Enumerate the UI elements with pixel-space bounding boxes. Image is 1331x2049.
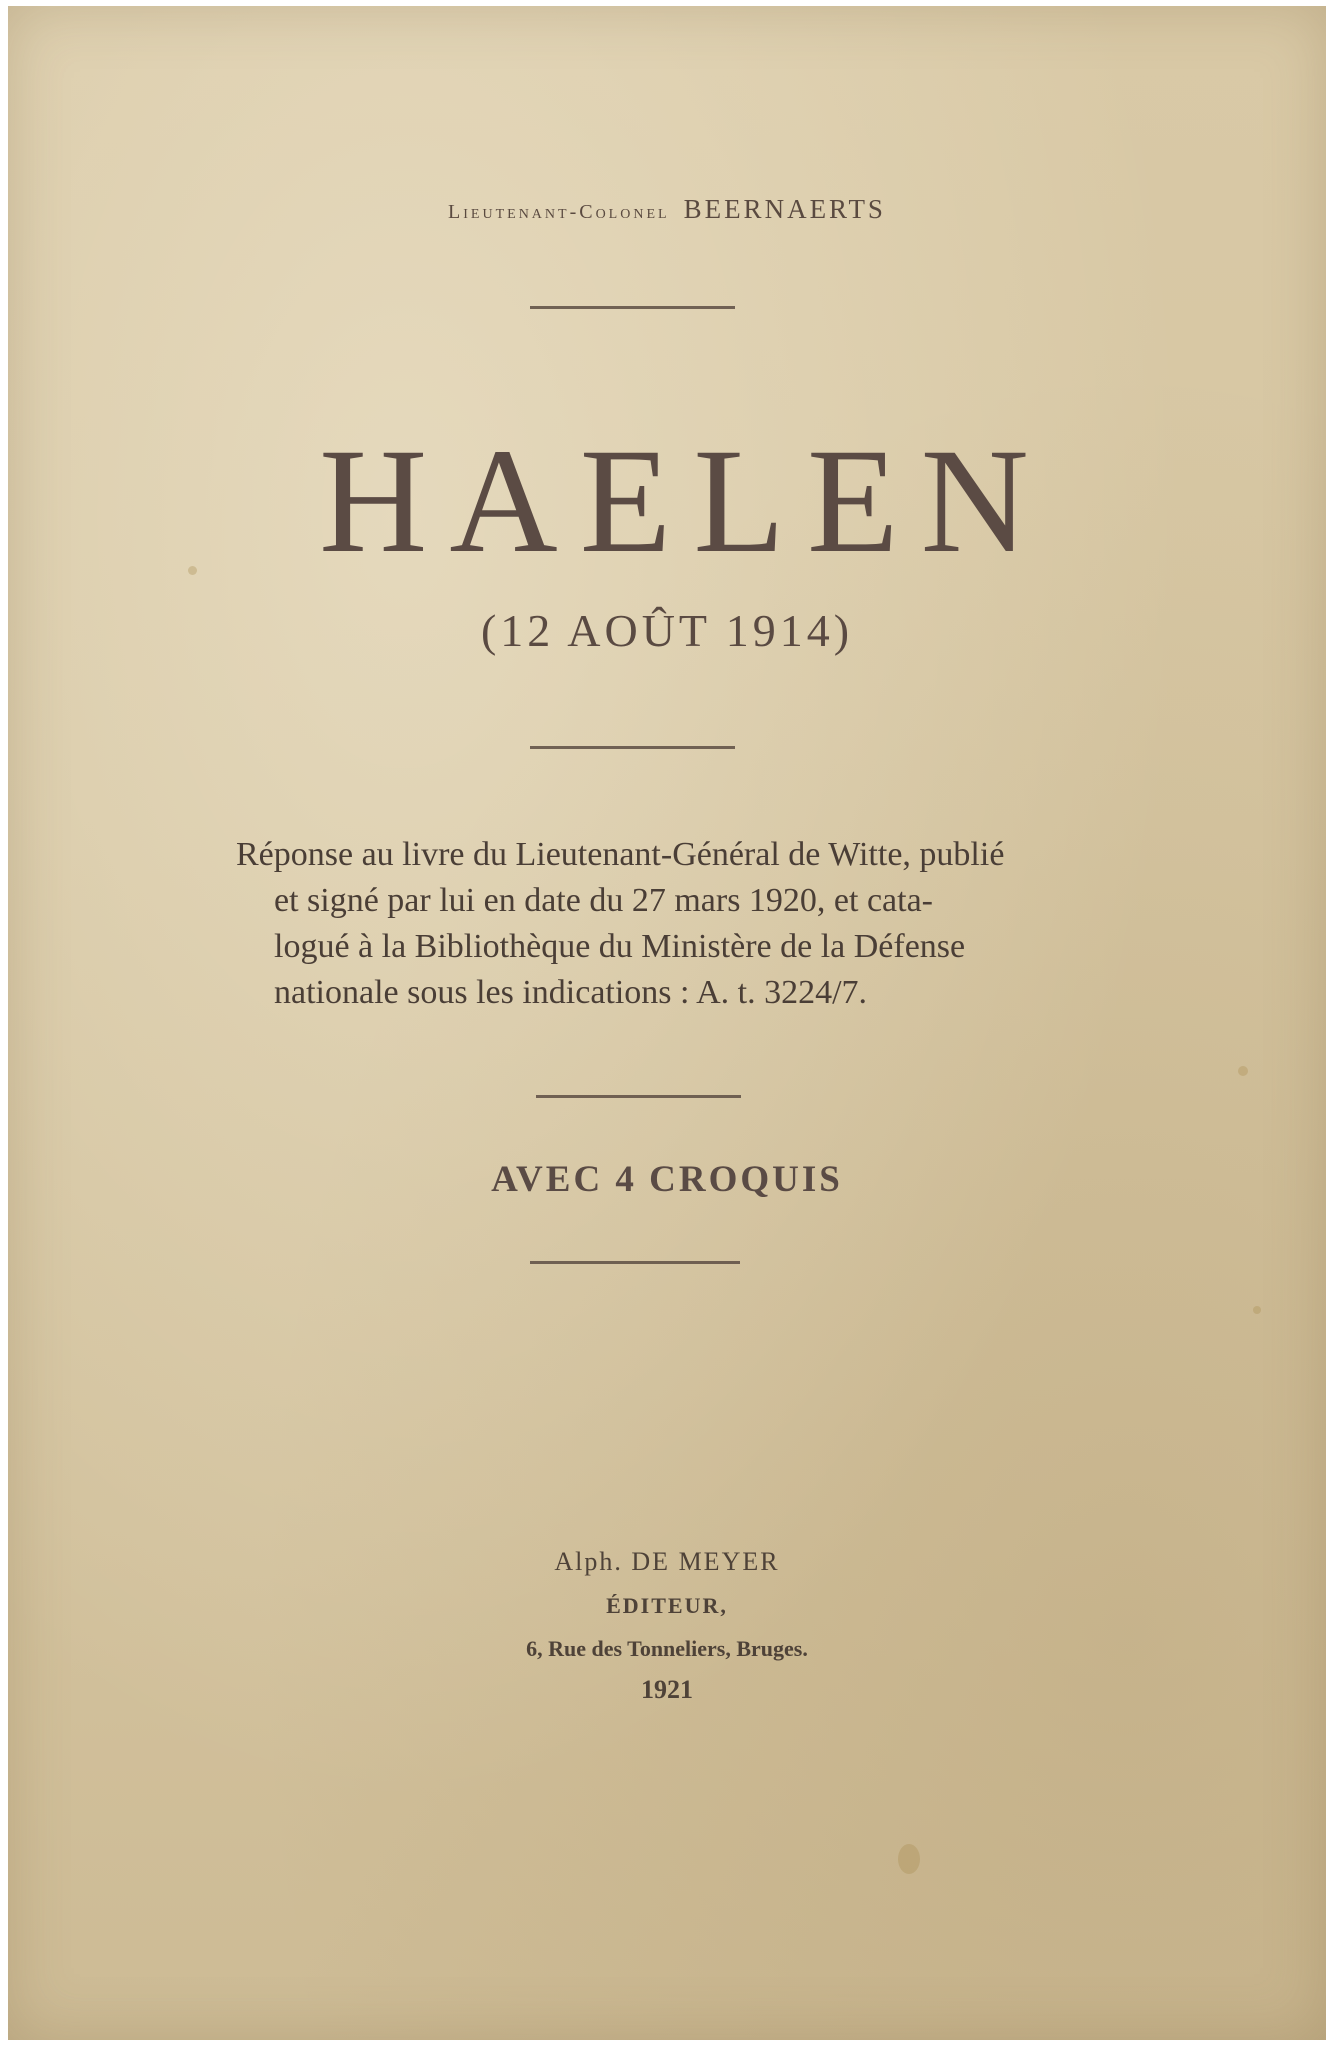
foxing-spot bbox=[1253, 1306, 1261, 1314]
divider-rule bbox=[536, 1095, 741, 1098]
publisher-block bbox=[8, 1540, 1326, 1710]
divider-rule bbox=[530, 1261, 740, 1264]
description-line: et signé par lui en date du 27 mars 1920, et cata- bbox=[274, 882, 933, 919]
divider-rule bbox=[530, 746, 735, 749]
book-date: (12 AOÛT 1914) bbox=[480, 605, 854, 656]
description-line: Réponse au livre du Lieutenant-Général de Witte, publié bbox=[236, 836, 1005, 873]
publication-year: 1921 bbox=[641, 1675, 693, 1704]
author-rank: Lieutenant-Colonel bbox=[448, 201, 670, 223]
author-line bbox=[8, 194, 1326, 225]
book-cover bbox=[8, 6, 1326, 2040]
publisher-name: Alph. DE MEYER bbox=[554, 1547, 780, 1576]
author-name: BEERNAERTS bbox=[683, 194, 886, 224]
publisher-role: ÉDITEUR, bbox=[606, 1593, 728, 1618]
foxing-spot bbox=[188, 566, 197, 575]
book-title: HAELEN bbox=[319, 418, 1051, 584]
foxing-spot bbox=[898, 1844, 920, 1874]
divider-rule bbox=[530, 306, 735, 309]
illustrations-note: AVEC 4 CROQUIS bbox=[491, 1159, 843, 1200]
description-line: logué à la Bibliothèque du Ministère de la Défense bbox=[274, 928, 966, 965]
foxing-spot bbox=[1238, 1066, 1248, 1076]
publisher-address: 6, Rue des Tonneliers, Bruges. bbox=[526, 1636, 808, 1661]
description-line: nationale sous les indications : A. t. 3224/7. bbox=[274, 974, 868, 1011]
book-description bbox=[238, 832, 1048, 1016]
